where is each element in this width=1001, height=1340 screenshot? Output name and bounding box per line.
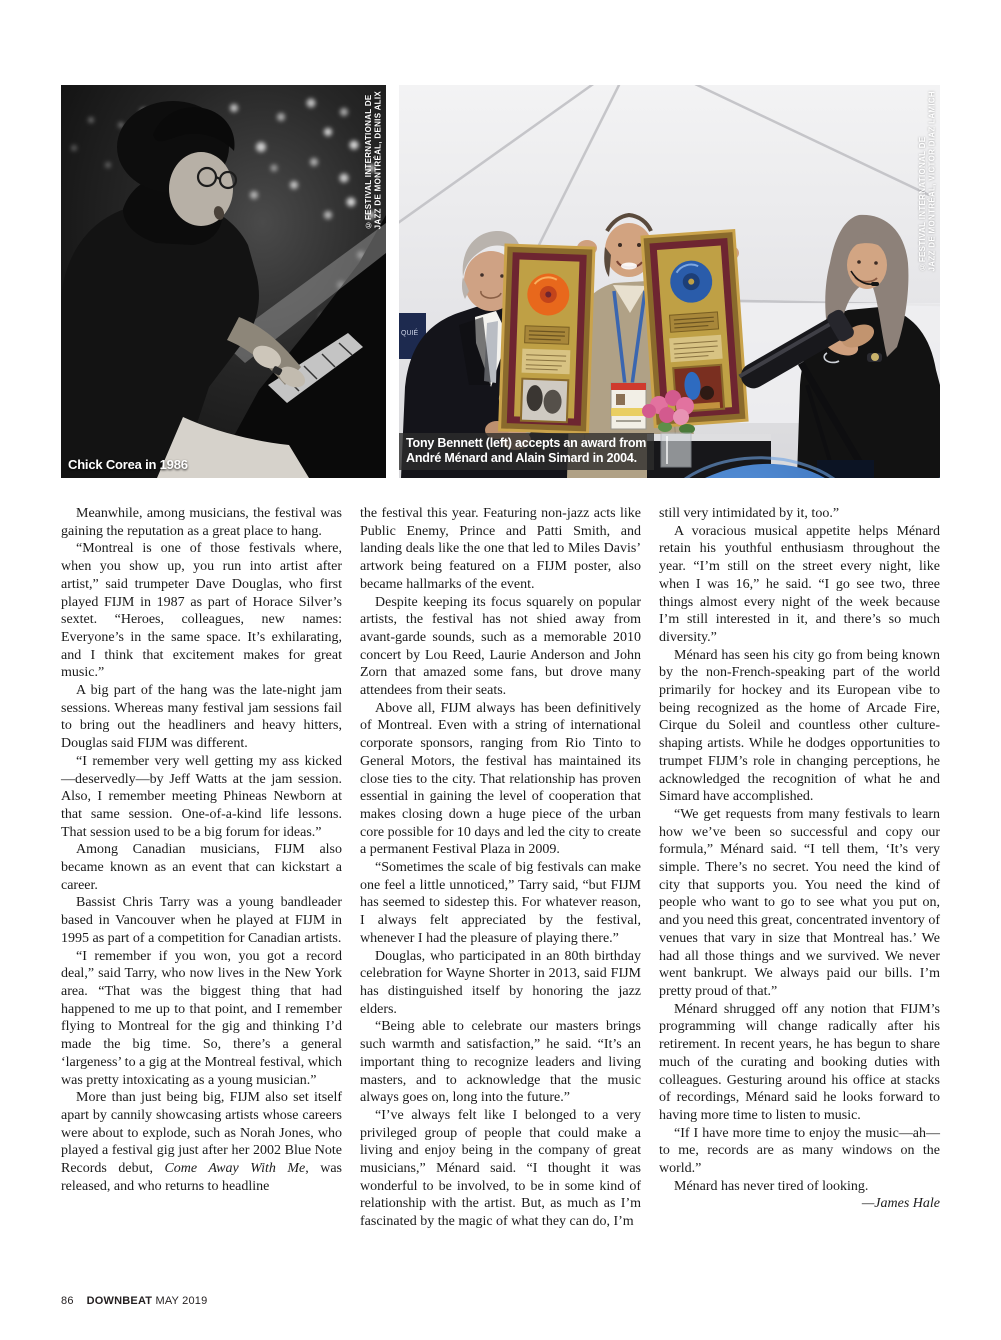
article-paragraph: “I’ve always felt like I belonged to a very privileged group of people that could make a living and enjoy being in the company of great musicians,” Ménard said. “I thought it was wonderful to be involved, to be in some kind of relationship with the artist. But, as much as I’m fascinated by the magic of what they can do, I’m	[360, 1107, 641, 1230]
article-paragraph: “If I have more time to enjoy the music—ah—to me, records are as many windows on the world.”	[659, 1125, 940, 1177]
article-paragraph: still very intimidated by it, too.”	[659, 506, 840, 521]
article-column-2	[360, 505, 641, 1231]
caption-line-2: André Ménard and Alain Simard in 2004.	[406, 451, 637, 465]
photo-row	[61, 85, 940, 478]
article-paragraph: “I remember if you won, you got a record deal,” said Tarry, who now lives in the New York area. “That was the biggest thing that had happened to me up to that point, and I remember flying to Montreal for the gig and thinking I’d made the big time. So, there’s a general ‘largeness’ to a gig at the Montreal festival, which was pretty intoxicating as a young musician.”	[61, 948, 342, 1088]
page-number: 86	[61, 1295, 74, 1307]
photo-credit-right	[918, 91, 937, 271]
photo-credit-left	[364, 91, 383, 229]
article-column-3	[659, 505, 940, 1231]
caption-line-1: Tony Bennett (left) accepts an award from	[406, 436, 647, 450]
article-paragraph: “We get requests from many festivals to learn how we’ve been so successful and copy our formula,” Ménard said. “I tell them, ‘It’s very simple. There’s no secret. You need the kind of city that supports you. You need the kind of people who want to go to see what you put on, and you need this great, concentrated inventory of venues that vary in size that Montreal has.’ We had all those things and we survived. We never went bankrupt. We always paid our bills. I’m pretty proud of that.”	[659, 806, 940, 999]
credit-line: JAZZ DE MONTRÉAL, VICTOR DIAZ LAMICH	[927, 91, 937, 272]
gold-record-frame-left	[500, 245, 594, 433]
article-paragraph: Douglas, who participated in an 80th birthday celebration for Wayne Shorter in 2013, said FIJM has distinguished itself by honoring the jazz elders.	[360, 948, 641, 1017]
photo-chick-corea	[61, 85, 386, 478]
article-paragraph: —James Hale	[861, 1196, 940, 1212]
award-ceremony-illustration	[399, 85, 940, 478]
article-paragraph: Despite keeping its focus squarely on popular artists, the festival has not shied away from avant-garde sounds, such as a memorable 2010 concert by Lou Reed, Laurie Anderson and John Zorn that amazed some fans, but drove many attendees from their seats.	[360, 594, 641, 699]
article-paragraph: Bassist Chris Tarry was a young bandleader based in Vancouver when he played at FIJM in 1995 as part of a competition for Canadian artists.	[61, 895, 342, 946]
credit-line: ©FESTIVAL INTERNATIONAL DE	[364, 94, 373, 230]
badge	[611, 383, 646, 429]
article-paragraph: Ménard has seen his city go from being known by the non-French-speaking part of the world primarily for hockey and its European vibe to being recognized as the home of Arcade Fire, Cirque du Soleil and countless other culture-shaping artists. While he dodges opportunities to trumpet FIJM’s role in changing perceptions, he acknowledged the recognition of what he and Simard have accomplished.	[659, 647, 940, 805]
credit-line: JAZZ DE MONTRÉAL, DENIS ALIX	[373, 91, 383, 230]
article-paragraph: Among Canadian musicians, FIJM also became known as an event that can kickstart a career.	[61, 842, 342, 893]
article-paragraph: the festival this year. Featuring non-jazz acts like Public Enemy, Prince and Patti Smith, and landing deals like the one that led to Miles Davis’ artwork being featured on a FIJM poster, also became hallmarks of the event.	[360, 506, 641, 592]
article-paragraph: Ménard has never tired of looking.	[674, 1178, 869, 1194]
photo-caption-left: Chick Corea in 1986	[68, 457, 188, 472]
article-paragraph: “Montreal is one of those festivals where, when you show up, you run into artist after artist,” said trumpeter Dave Douglas, who first played FIJM in 1987 as part of Horace Silver’s sextet. “Heroes, colleagues, new names: Everyone’s in the same space. It’s exhilarating, and I think that excitement makes for great music.”	[61, 541, 342, 681]
article-paragraph: “I remember very well getting my ass kicked—deservedly—by Jeff Watts at the jam session. Also, I remember meeting Phineas Newborn at that same session. One-of-a-kind life lessons. That session used to be a big forum for ideas.”	[61, 753, 342, 840]
article-paragraph: More than just being big, FIJM also set itself apart by cannily showcasing artists whose careers were about to explode, such as Norah Jones, who played a festival gig just after her 2002 Blue Note Records debut, Come Away With Me, was released, and who returns to headline	[61, 1090, 342, 1194]
magazine-name: DOWNBEAT	[86, 1295, 153, 1307]
article-paragraph: A big part of the hang was the late-night jam sessions. Whereas many festival jam sessions fail to bring out the headliners and heavy hitters, Douglas said FIJM was different.	[61, 683, 342, 752]
photo-caption-right	[399, 433, 654, 470]
article-paragraph: A voracious musical appetite helps Ménard retain his youthful enthusiasm throughout the year. “I’m still on the street every night, like when I was 16,” he said. “I go see two, three things almost every night of the week because I’m still interested in it, and there’s so much diversity.”	[659, 523, 940, 645]
photo-tony-bennett	[399, 85, 940, 478]
chick-corea-illustration	[61, 85, 386, 478]
issue-date: MAY 2019	[155, 1295, 208, 1307]
credit-line: ©FESTIVAL INTERNATIONAL DE	[918, 136, 927, 272]
article-paragraph: Above all, FIJM always has been definitively of Montreal. Even with a string of international corporate sponsors, ranging from Rio Tinto to General Motors, the festival has maintained its close ties to the city. That relationship has proven essential in gaining the level of cooperation that makes closing down a huge piece of the urban core possible for 10 days and led the city to create a permanent Festival Plaza in 2009.	[360, 700, 641, 858]
article-paragraph: “Being able to celebrate our masters brings such warmth and satisfaction,” he said. “It’s an important thing to recognize leaders and living masters, and to acknowledge that the music always goes on, long into the future.”	[360, 1019, 641, 1106]
svg-text:QUIÉ: QUIÉ	[401, 330, 419, 337]
page-footer	[61, 1295, 207, 1307]
article-paragraph: Ménard shrugged off any notion that FIJM’s programming will change radically after his retirement. In recent years, he has begun to share much of the curating and booking duties with colleagues. Gesturing around his office at stacks of recordings, Ménard said he looks forward to having more time to listen to music.	[659, 1001, 940, 1123]
article-paragraph: “Sometimes the scale of big festivals can make one feel a little unnoticed,” Tarry said, “but FIJM has seemed to sidestep this. For whatever reason, I always felt appreciated by the festival, whenever I had the pleasure of playing there.”	[360, 860, 641, 946]
article-paragraph: Meanwhile, among musicians, the festival was gaining the reputation as a great place to hang.	[61, 506, 342, 539]
article-column-1	[61, 505, 342, 1231]
article-columns	[61, 505, 940, 1231]
